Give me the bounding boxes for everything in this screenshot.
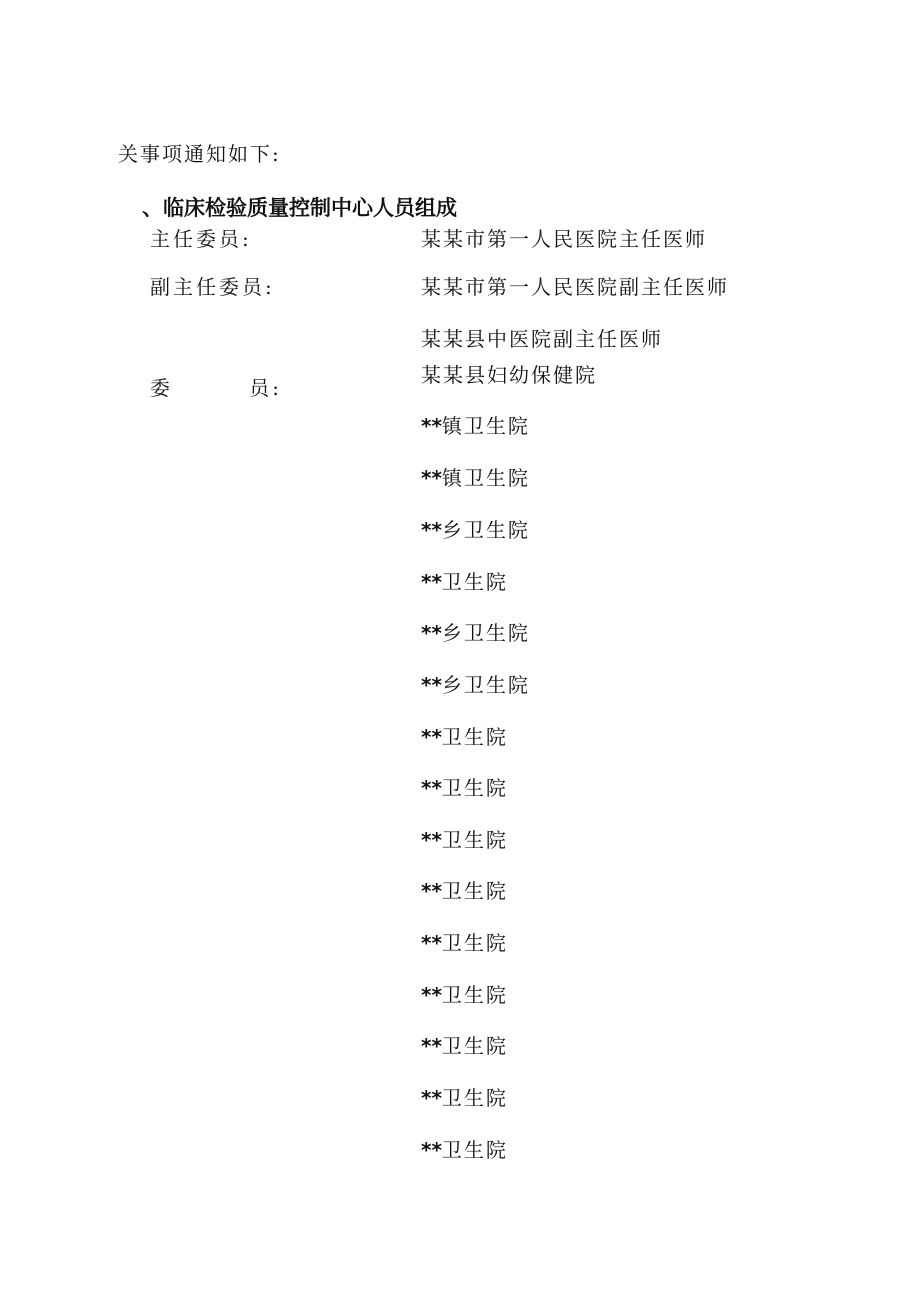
entry-name: 乡卫生院 bbox=[441, 621, 530, 645]
list-item bbox=[421, 1082, 508, 1111]
list-item bbox=[421, 927, 508, 956]
entry-prefix: ** bbox=[421, 673, 442, 697]
entry-prefix: ** bbox=[421, 621, 442, 645]
list-item bbox=[421, 772, 508, 801]
entry-name: 卫生院 bbox=[441, 776, 508, 800]
entry-name: 卫生院 bbox=[441, 828, 508, 852]
entry-prefix: ** bbox=[421, 466, 442, 490]
entry-prefix: ** bbox=[421, 983, 442, 1007]
list-item bbox=[421, 323, 663, 352]
deputy-member: 某某市第一人民医院副主任医师 bbox=[421, 275, 729, 299]
entry-name: 卫生院 bbox=[441, 931, 508, 955]
role-label-members bbox=[150, 372, 282, 401]
entry-name: 卫生院 bbox=[441, 879, 508, 903]
entry-prefix: ** bbox=[421, 414, 442, 438]
role-label-chief: 主任委员: bbox=[150, 227, 252, 251]
entry-name: 卫生院 bbox=[441, 983, 508, 1007]
list-item bbox=[421, 566, 508, 595]
list-item bbox=[421, 514, 530, 543]
entry-prefix: ** bbox=[421, 518, 442, 542]
entry-prefix: ** bbox=[421, 1034, 442, 1058]
entry-name: 某某县妇幼保健院 bbox=[421, 363, 597, 387]
entry-name: 乡卫生院 bbox=[441, 673, 530, 697]
intro-text: 关事项通知如下: bbox=[118, 142, 281, 166]
entry-name: 乡卫生院 bbox=[441, 518, 530, 542]
entry-name: 镇卫生院 bbox=[441, 466, 530, 490]
entry-prefix: ** bbox=[421, 879, 442, 903]
list-item bbox=[421, 721, 508, 750]
list-item bbox=[421, 824, 508, 853]
entry-prefix: ** bbox=[421, 1138, 442, 1162]
role-label-deputy: 副主任委员: bbox=[150, 275, 275, 299]
list-item bbox=[421, 875, 508, 904]
entry-name: 某某县中医院副主任医师 bbox=[421, 327, 663, 351]
chief-member: 某某市第一人民医院主任医师 bbox=[421, 227, 707, 251]
list-item bbox=[421, 359, 597, 388]
list-item bbox=[421, 669, 530, 698]
entry-name: 镇卫生院 bbox=[441, 414, 530, 438]
entry-name: 卫生院 bbox=[441, 570, 508, 594]
entry-name: 卫生院 bbox=[441, 1138, 508, 1162]
list-item bbox=[421, 979, 508, 1008]
list-item bbox=[421, 617, 530, 646]
entry-prefix: ** bbox=[421, 1086, 442, 1110]
list-item bbox=[421, 462, 530, 491]
role-label-members-char1: 委 bbox=[150, 376, 173, 400]
entry-name: 卫生院 bbox=[441, 1034, 508, 1058]
entry-prefix: ** bbox=[421, 828, 442, 852]
entry-prefix: ** bbox=[421, 570, 442, 594]
member-list bbox=[421, 0, 881, 1301]
role-label-members-char2: 员: bbox=[249, 376, 282, 400]
section-heading: 、临床检验质量控制中心人员组成 bbox=[142, 196, 457, 220]
entry-prefix: ** bbox=[421, 725, 442, 749]
entry-name: 卫生院 bbox=[441, 1086, 508, 1110]
list-item bbox=[421, 1030, 508, 1059]
list-item bbox=[421, 410, 530, 439]
entry-prefix: ** bbox=[421, 776, 442, 800]
entry-prefix: ** bbox=[421, 931, 442, 955]
list-item bbox=[421, 1134, 508, 1163]
entry-name: 卫生院 bbox=[441, 725, 508, 749]
